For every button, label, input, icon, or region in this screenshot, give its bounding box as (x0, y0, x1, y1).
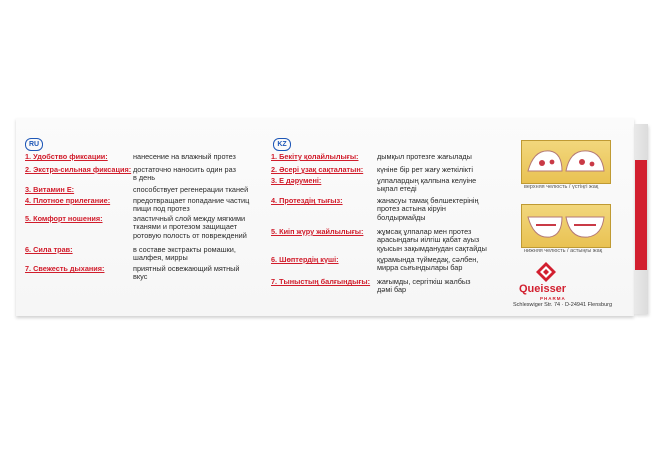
ru-benefit-description: в день (133, 173, 156, 183)
kz-benefit-description: ықпал етеді (377, 184, 417, 194)
kz-benefit-description: қуысын зақымданудан сақтайды (377, 243, 487, 253)
kz-benefit-description: жанасуы тамақ бөлшектерінің (377, 196, 479, 205)
ru-benefit-description: приятный освежающий мятный (133, 264, 240, 273)
kz-benefit-description: ұлпалардың қалпына келуіне (377, 176, 477, 185)
kz-benefit-label: 3. Е дәрумені: (271, 176, 322, 185)
ru-benefit-label: 2. Экстра-сильная фиксация: (25, 165, 132, 174)
ru-language-badge: RU (25, 138, 43, 151)
ru-benefit-label: 7. Свежесть дыхания: (25, 264, 105, 273)
ru-benefit-description: шалфея, мирры (133, 253, 188, 263)
kz-benefit-label: 1. Бекіту қолайлылығы: (271, 152, 359, 161)
kz-benefit-description: дымқыл протезге жағылады (377, 152, 472, 161)
upper-jaw-image (521, 140, 611, 184)
ru-benefit-label: 5. Комфорт ношения: (25, 214, 103, 223)
upper-jaw-icon (522, 141, 610, 183)
lower-jaw-caption: нижняя челюсть / астыңғы жақ (524, 248, 603, 254)
kz-benefit-label: 6. Шөптердің күші: (271, 255, 339, 264)
ru-benefit-label: 3. Витамин Е: (25, 185, 75, 194)
kz-benefit-label: 7. Тыныстың балғындығы: (271, 277, 371, 286)
brand-name: Queisser (519, 283, 567, 295)
ru-benefit-description: вкус (133, 272, 148, 282)
kz-benefit-label: 4. Протездің тығыз: (271, 196, 343, 205)
kz-benefit-description: жағымды, сергіткіш жалбыз (377, 277, 471, 286)
kz-benefit-description: құрамында түймедақ, сәлбен, (377, 255, 479, 264)
kz-benefit-label: 5. Киіп жүру жайлылығы: (271, 227, 364, 236)
ru-benefit-description: эластичный слой между мягкими (133, 214, 246, 223)
upper-jaw-caption: верхняя челюсть / үстіңгі жақ (524, 184, 599, 190)
kz-benefit-description: арасындағы иілгіш қабат ауыз (377, 235, 480, 245)
kz-benefit-description: мирра сығындылары бар (377, 263, 463, 273)
ru-benefit-description: тканями и протезом защищает (133, 222, 238, 232)
ru-benefit-description: предотвращает попадание частиц (133, 196, 250, 205)
kz-language-badge: KZ (273, 138, 291, 151)
lower-jaw-image (521, 204, 611, 248)
brand-address: Schleswiger Str. 74 · D-24941 Flensburg (513, 302, 613, 308)
lower-jaw-icon (522, 205, 610, 247)
kz-benefit-description: жұмсақ ұлпалар мен протез (377, 227, 472, 236)
ru-benefit-description: достаточно наносить один раз (133, 165, 236, 174)
ru-benefit-label: 4. Плотное прилегание: (25, 196, 111, 205)
kz-benefit-description: күніне бір рет жағу жеткілікті (377, 165, 473, 174)
ru-benefit-description: способствует регенерации тканей (133, 185, 249, 194)
queisser-logo-icon (535, 261, 557, 283)
package-side-stripe (635, 160, 647, 270)
kz-benefit-description: болдырмайды (377, 212, 426, 222)
ru-benefit-description: в составе экстракты ромашки, (133, 245, 236, 254)
ru-benefit-label: 1. Удобство фиксации: (25, 152, 108, 161)
ru-benefit-description: нанесение на влажный протез (133, 152, 236, 161)
ru-benefit-description: ротовую полость от повреждений (133, 230, 247, 240)
kz-benefit-label: 2. Әсері ұзақ сақталатын: (271, 165, 364, 174)
ru-benefit-label: 6. Сила трав: (25, 245, 73, 254)
kz-benefit-description: протез астына кіруін (377, 204, 446, 214)
brand-sub: PHARMA (540, 296, 566, 301)
kz-benefit-description: дәмі бар (377, 285, 407, 295)
ru-benefit-description: пищи под протез (133, 204, 190, 214)
